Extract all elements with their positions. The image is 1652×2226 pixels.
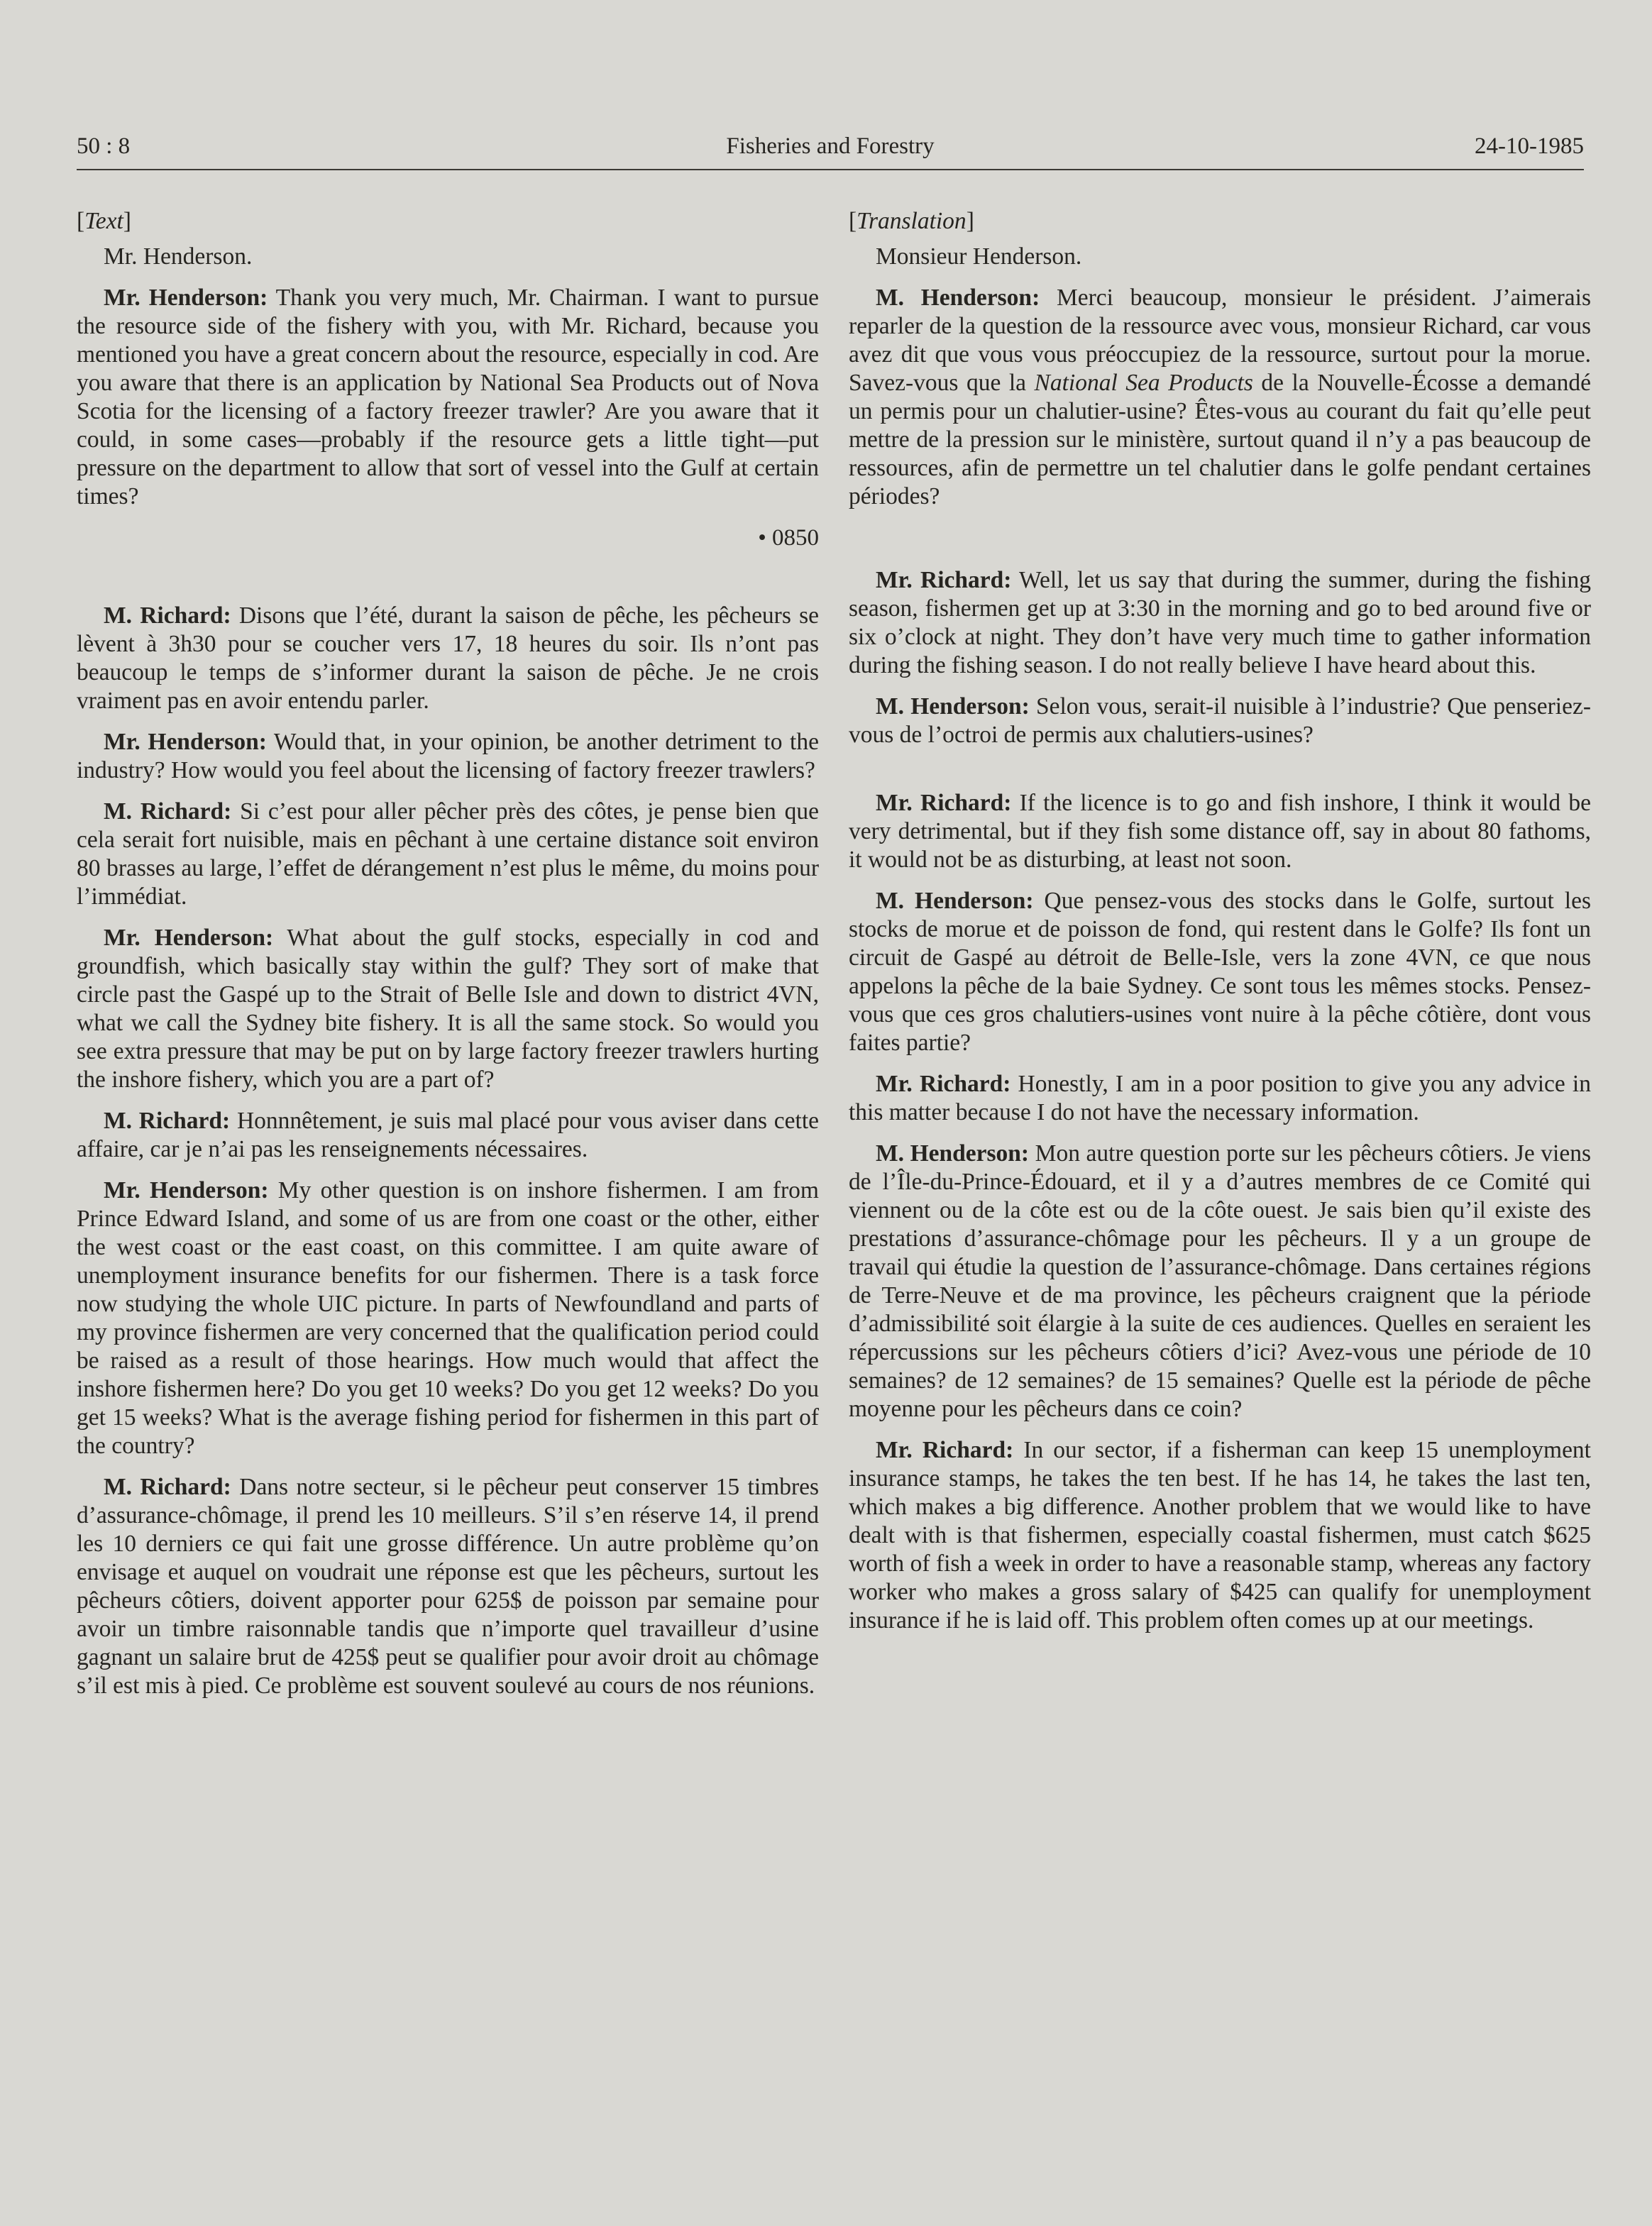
paragraph: M. Henderson: Merci beaucoup, monsieur le président. J’aimerais reparler de la question de la ressource avec vous, monsieur Richard, car vous avez dit que vous vous préoccupiez de la ressource, surtout pour la morue. Savez-vous que la National Sea Products de la Nouvelle-Écosse a demandé un permis pour un chalutier-usine? Êtes-vous au courant du fait qu’elle peut mettre de la pression sur le ministère, surtout quand il n’y a pas beaucoup de ressources, afin de permettre un tel chalutier dans le golfe pendant certaines périodes? <box>849 285 1592 509</box>
speaker: M. Richard: <box>104 798 232 825</box>
speaker: Mr. Richard: <box>876 790 1012 816</box>
paragraph: Mr. Richard: If the licence is to go and fish inshore, I think it would be very detrimental, but if they fish some distance off, say in about 80 fathoms, it would not be as disturbing, at least not soon. <box>849 790 1591 873</box>
time-marker: • 0850 <box>758 525 819 551</box>
speaker: Mr. Henderson: <box>104 925 274 951</box>
paragraph: Monsieur Henderson. <box>876 243 1082 270</box>
speaker: Mr. Henderson: <box>104 729 267 755</box>
paragraph: Mr. Richard: In our sector, if a fisherman can keep 15 unemployment insurance stamps, he takes the ten best. If he has 14, he takes the last ten, which makes a big difference. Another problem that we would like to have dealt with is that fishermen, especially coastal fishermen, must catch $625 worth of fish a week in order to have a reasonable stamp, whereas any factory worker who makes a gross salary of $425 can qualify for unemployment insurance if he is laid off. This problem often comes up at our meetings. <box>849 1437 1591 1633</box>
paragraph: Mr. Henderson: Would that, in your opinion, be another detriment to the industry? How would you feel about the licensing of factory freezer trawlers? <box>77 729 819 783</box>
paragraph: M. Henderson: Selon vous, serait-il nuisible à l’industrie? Que penseriez-vous de l’octroi de permis aux chalutiers-usines? <box>849 693 1591 748</box>
publication-title: Fisheries and Forestry <box>726 133 935 159</box>
paragraph: Mr. Richard: Honestly, I am in a poor position to give you any advice in this matter because I do not have the necessary information. <box>849 1071 1591 1125</box>
speaker: M. Richard: <box>104 1108 231 1134</box>
paragraph: Mr. Henderson: My other question is on inshore fishermen. I am from Prince Edward Island, and some of us are from one coast or the other, either the west coast or the east coast, on this committee. I am quite aware of unemployment insurance benefits for our fishermen. There is a task force now studying the whole UIC picture. In parts of Newfoundland and parts of my province fishermen are very concerned that the qualification period could be raised as a result of those hearings. How much would that affect the inshore fishermen here? Do you get 10 weeks? Do you get 12 weeks? Do you get 15 weeks? What is the average fishing period for fishermen in this part of the country? <box>77 1177 819 1459</box>
speaker: M. Richard: <box>104 602 231 629</box>
speaker: M. Henderson: <box>876 888 1034 914</box>
paragraph: M. Richard: Honnnêtement, je suis mal placé pour vous aviser dans cette affaire, car je n’ai pas les renseignements nécessaires. <box>77 1108 819 1162</box>
paragraph: Mr. Richard: Well, let us say that during the summer, during the fishing season, fishermen get up at 3:30 in the morning and go to bed around five or six o’clock at night. They don’t have very much time to gather information during the fishing season. I do not really believe I have heard about this. <box>849 567 1591 678</box>
paragraph: Mr. Henderson: Thank you very much, Mr. Chairman. I want to pursue the resource side of the fishery with you, with Mr. Richard, because you mentioned you have a great concern about the resource, especially in cod. Are you aware that there is an application by National Sea Products out of Nova Scotia for the licensing of a factory freezer trawler? Are you aware that it could, in some cases—probably if the resource gets a little tight—put pressure on the department to allow that sort of vessel into the Gulf at certain times? <box>77 285 819 509</box>
speaker: M. Henderson: <box>876 285 1040 311</box>
page-number: 50 : 8 <box>77 133 131 159</box>
translation-label: [Translation] <box>849 208 974 234</box>
paragraph: M. Richard: Disons que l’été, durant la saison de pêche, les pêcheurs se lèvent à 3h30 pour se coucher vers 17, 18 heures du soir. Ils n’ont pas beaucoup le temps de s’informer durant la saison de pêche. Je ne crois vraiment pas en avoir entendu parler. <box>77 602 819 714</box>
speaker: Mr. Richard: <box>876 567 1012 593</box>
paragraph: Mr. Henderson. <box>104 243 253 270</box>
column-original-text <box>77 207 819 1713</box>
speaker: M. Henderson: <box>876 693 1030 720</box>
paragraph: M. Henderson: Que pensez-vous des stocks dans le Golfe, surtout les stocks de morue et de poisson de fond, qui restent dans le Golfe? Ils font un circuit de Gaspé au détroit de Belle-Isle, vers la zone 4VN, ce que nous appelons la pêche de la baie Sydney. Ce sont tous les mêmes stocks. Pensez-vous que ces gros chalutiers-usines vont nuire à la pêche côtière, dont vous faites partie? <box>849 888 1591 1056</box>
header-date: 24-10-1985 <box>1475 133 1584 159</box>
text-label: [Text] <box>77 208 131 234</box>
speaker: Mr. Richard: <box>876 1071 1011 1097</box>
paragraph: M. Richard: Dans notre secteur, si le pêcheur peut conserver 15 timbres d’assurance-chômage, il prend les 10 meilleurs. S’il s’en réserve 14, il prend les 10 derniers ce qui fait une grosse différence. Un autre problème qu’on envisage et auquel on voudrait une réponse est que les pêcheurs, surtout les pêcheurs côtiers, doivent apporter pour 625$ de poisson par semaine pour avoir un timbre raisonnable tandis que n’importe quel travailleur d’usine gagnant un salaire brut de 425$ peut se qualifier pour avoir droit au chômage s’il est mis à pied. Ce problème est souvent soulevé au cours de nos réunions. <box>77 1474 820 1699</box>
speaker: Mr. Richard: <box>876 1437 1014 1463</box>
speaker: Mr. Henderson: <box>104 1177 269 1203</box>
running-header <box>77 132 1584 170</box>
column-translation <box>849 207 1591 1648</box>
paragraph: M. Henderson: Mon autre question porte sur les pêcheurs côtiers. Je viens de l’Île-du-Prince-Édouard, et il y a d’autres membres de ce Comité qui viennent ou de la côte est ou de la côte ouest. Je sais bien qu’il existe des prestations d’assurance-chômage pour les pêcheurs. Il y a un groupe de travail qui étudie la question de l’assurance-chômage. Dans certaines régions de Terre-Neuve et de ma province, les pêcheurs craignent que la période d’admissibilité soit élargie à la suite de ces audiences. Quelles en seraient les répercussions sur les pêcheurs côtiers d’ici? Avez-vous une période de 10 semaines? de 12 semaines? de 15 semaines? Quelle est la période de pêche moyenne pour les pêcheurs dans ce coin? <box>849 1140 1591 1422</box>
paragraph: Mr. Henderson: What about the gulf stocks, especially in cod and groundfish, which basically stay within the gulf? They sort of make that circle past the Gaspé up to the Strait of Belle Isle and down to district 4VN, what we call the Sydney bite fishery. It is all the same stock. So would you see extra pressure that may be put on by large factory freezer trawlers hurting the inshore fishery, which you are a part of? <box>77 925 819 1093</box>
speaker: Mr. Henderson: <box>104 285 268 311</box>
speaker: M. Henderson: <box>876 1140 1030 1167</box>
speaker: M. Richard: <box>104 1474 231 1500</box>
paragraph: M. Richard: Si c’est pour aller pêcher près des côtes, je pense bien que cela serait fort nuisible, mais en pêchant à une certaine distance soit environ 80 brasses au large, l’effet de dérangement n’est plus le même, du moins pour l’immédiat. <box>77 798 820 910</box>
